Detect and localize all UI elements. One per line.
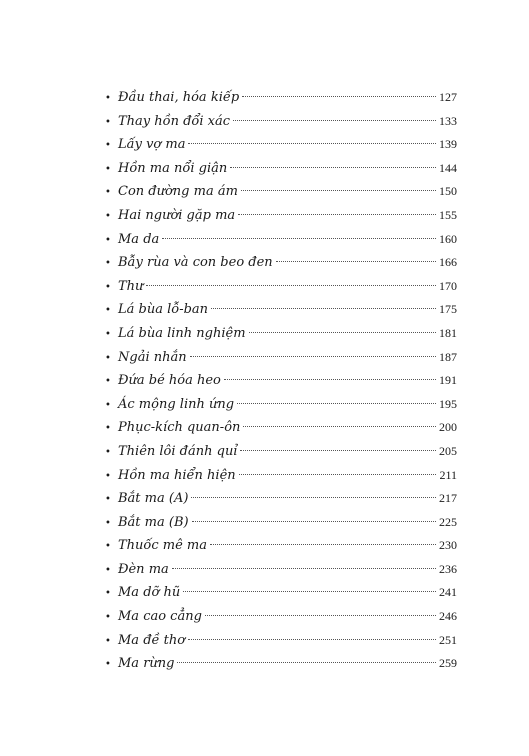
bullet-icon: • xyxy=(105,588,111,600)
bullet-icon: • xyxy=(105,305,111,317)
dot-leader xyxy=(240,450,436,451)
dot-leader xyxy=(146,285,436,286)
toc-entry xyxy=(105,393,457,417)
toc-entry-title: Ma đề thơ xyxy=(118,632,186,648)
toc-entry-page-number: 200 xyxy=(439,420,457,435)
bullet-icon: • xyxy=(105,494,111,506)
bullet-icon: • xyxy=(105,446,111,458)
toc-entry-page-number: 225 xyxy=(439,514,457,529)
toc-entry-title: Đứa bé hóa heo xyxy=(118,373,221,389)
toc-entry xyxy=(105,558,457,582)
toc-entry-title: Ác mộng linh ứng xyxy=(118,396,235,412)
bullet-icon: • xyxy=(105,399,111,411)
bullet-icon: • xyxy=(105,423,111,435)
dot-leader xyxy=(190,356,436,357)
bullet-icon: • xyxy=(105,234,111,246)
dot-leader xyxy=(276,261,436,262)
toc-entry xyxy=(105,605,457,629)
toc-entry-title: Lấy vợ ma xyxy=(118,137,186,153)
toc-entry-page-number: 205 xyxy=(439,443,457,458)
toc-entry xyxy=(105,180,457,204)
dot-leader xyxy=(224,379,436,380)
toc-entry xyxy=(105,581,457,605)
dot-leader xyxy=(238,214,436,215)
toc-entry-title: Thư xyxy=(118,278,144,294)
toc-entry xyxy=(105,440,457,464)
toc-entry-page-number: 191 xyxy=(439,373,457,388)
dot-leader xyxy=(241,190,436,191)
bullet-icon: • xyxy=(105,564,111,576)
bullet-icon: • xyxy=(105,140,111,152)
bullet-icon: • xyxy=(105,210,111,222)
toc-entry xyxy=(105,133,457,157)
toc-entry-title: Phục-kích quan-ôn xyxy=(118,420,241,436)
bullet-icon: • xyxy=(105,659,111,671)
bullet-icon: • xyxy=(105,328,111,340)
toc-entry-title: Ngải nhắn xyxy=(118,349,187,365)
toc-entry xyxy=(105,369,457,393)
bullet-icon: • xyxy=(105,517,111,529)
toc-entry-title: Ma cao cẳng xyxy=(118,609,202,625)
dot-leader xyxy=(233,120,436,121)
toc-entry-title: Đèn ma xyxy=(118,561,169,577)
bullet-icon: • xyxy=(105,93,111,104)
dot-leader xyxy=(188,143,436,144)
toc-entry-title: Hai người gặp ma xyxy=(118,207,236,223)
dot-leader xyxy=(172,568,436,569)
dot-leader xyxy=(243,426,436,427)
toc-entry-page-number: 166 xyxy=(439,255,457,270)
dot-leader xyxy=(205,615,436,616)
toc-entry xyxy=(105,157,457,181)
bullet-icon: • xyxy=(105,258,111,270)
toc-entry-title: Ma da xyxy=(118,231,160,247)
dot-leader xyxy=(230,167,436,168)
toc-entry-page-number: 211 xyxy=(439,467,457,482)
bullet-icon: • xyxy=(105,612,111,624)
bullet-icon: • xyxy=(105,281,111,293)
toc-entry xyxy=(105,652,457,676)
toc-entry-page-number: 236 xyxy=(439,561,457,576)
toc-entry-page-number: 155 xyxy=(439,207,457,222)
toc-entry-title: Lá bùa linh nghiệm xyxy=(118,325,246,341)
toc-entry-title: Thay hồn đổi xác xyxy=(118,113,231,129)
dot-leader xyxy=(177,662,436,663)
bullet-icon: • xyxy=(105,376,111,388)
toc-entry xyxy=(105,86,457,110)
toc-entry xyxy=(105,251,457,275)
toc-entry xyxy=(105,534,457,558)
toc-entry xyxy=(105,298,457,322)
toc-entry-title: Bắt ma (A) xyxy=(118,491,189,507)
toc-entry-page-number: 230 xyxy=(439,538,457,553)
toc-entry-page-number: 259 xyxy=(439,656,457,671)
toc-entry xyxy=(105,487,457,511)
dot-leader xyxy=(183,591,436,592)
toc-entry-page-number: 246 xyxy=(439,609,457,624)
toc-entry-page-number: 139 xyxy=(439,137,457,152)
toc-entry xyxy=(105,416,457,440)
toc-entry-page-number: 251 xyxy=(439,632,457,647)
table-of-contents xyxy=(105,86,457,676)
dot-leader xyxy=(188,639,436,640)
bullet-icon: • xyxy=(105,635,111,647)
dot-leader xyxy=(210,544,436,545)
dot-leader xyxy=(239,474,437,475)
bullet-icon: • xyxy=(105,187,111,199)
toc-entry xyxy=(105,322,457,346)
toc-entry-page-number: 175 xyxy=(439,302,457,317)
toc-entry-page-number: 144 xyxy=(439,160,457,175)
bullet-icon: • xyxy=(105,470,111,482)
toc-entry-title: Thiên lôi đánh quỉ xyxy=(118,443,238,459)
toc-entry-page-number: 217 xyxy=(439,491,457,506)
toc-entry-title: Con đường ma ám xyxy=(118,184,238,200)
bullet-icon: • xyxy=(105,541,111,553)
toc-entry xyxy=(105,511,457,535)
bullet-icon: • xyxy=(105,116,111,128)
toc-entry xyxy=(105,204,457,228)
toc-entry-page-number: 150 xyxy=(439,184,457,199)
toc-entry xyxy=(105,464,457,488)
toc-entry-page-number: 187 xyxy=(439,349,457,364)
toc-entry-title: Bẫy rùa và con beo đen xyxy=(118,255,273,271)
toc-entry xyxy=(105,629,457,653)
toc-entry-page-number: 195 xyxy=(439,396,457,411)
bullet-icon: • xyxy=(105,163,111,175)
dot-leader xyxy=(191,497,436,498)
toc-entry-page-number: 127 xyxy=(439,90,457,104)
toc-entry-title: Hồn ma hiển hiện xyxy=(118,467,236,483)
toc-entry-title: Ma rừng xyxy=(118,656,175,672)
toc-entry xyxy=(105,346,457,370)
toc-entry-page-number: 133 xyxy=(439,113,457,128)
toc-entry-title: Thuốc mê ma xyxy=(118,538,208,554)
toc-entry-title: Ma dỡ hũ xyxy=(118,585,181,601)
toc-entry xyxy=(105,275,457,299)
toc-entry-title: Đầu thai, hóa kiếp xyxy=(118,90,240,105)
dot-leader xyxy=(192,521,436,522)
dot-leader xyxy=(249,332,436,333)
toc-entry-page-number: 160 xyxy=(439,231,457,246)
toc-entry xyxy=(105,110,457,134)
dot-leader xyxy=(242,96,436,97)
toc-entry-title: Lá bùa lỗ-ban xyxy=(118,302,209,318)
toc-entry-page-number: 181 xyxy=(439,325,457,340)
dot-leader xyxy=(211,308,436,309)
toc-entry-title: Hồn ma nổi giận xyxy=(118,160,228,176)
toc-entry-page-number: 241 xyxy=(439,585,457,600)
bullet-icon: • xyxy=(105,352,111,364)
toc-entry-page-number: 170 xyxy=(439,278,457,293)
toc-entry xyxy=(105,228,457,252)
toc-entry-title: Bắt ma (B) xyxy=(118,514,189,530)
dot-leader xyxy=(162,238,436,239)
dot-leader xyxy=(237,403,436,404)
